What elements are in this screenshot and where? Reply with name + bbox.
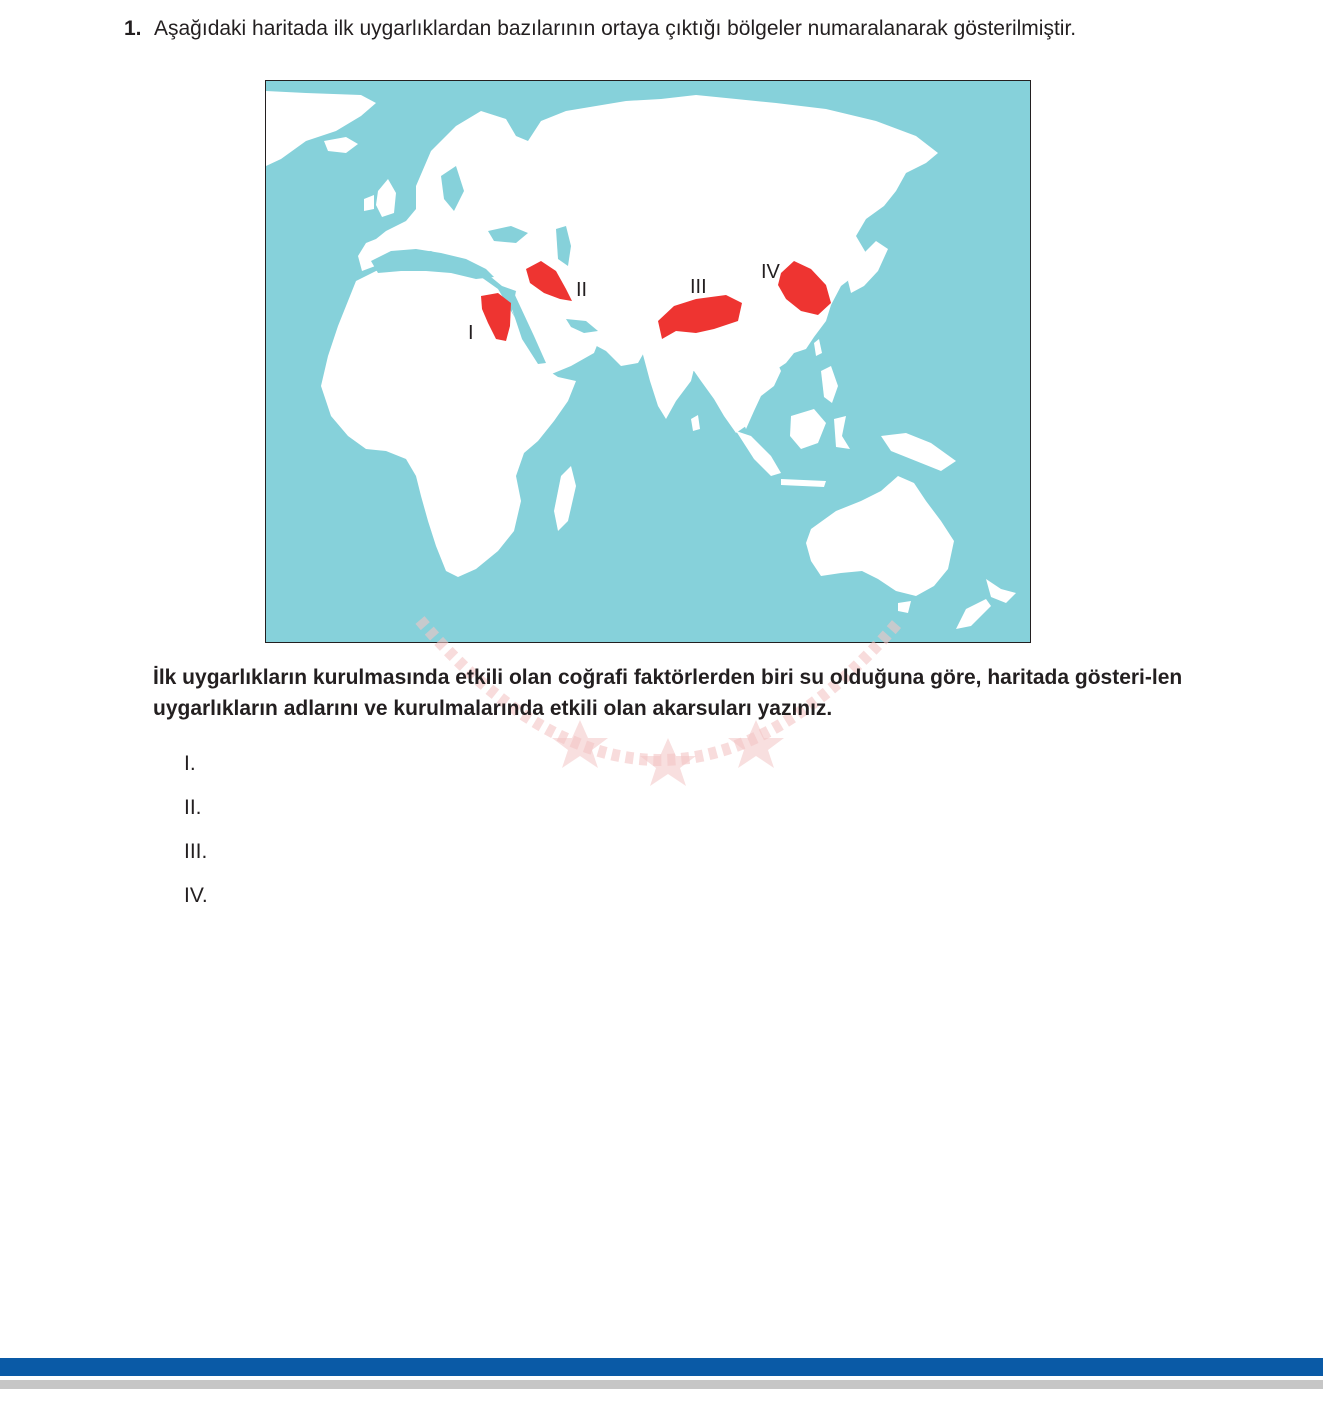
answer-label-iv: IV. — [184, 884, 208, 907]
region-label-iii: III — [690, 276, 707, 298]
footer-gray-bar — [0, 1380, 1323, 1389]
region-label-i: I — [468, 322, 474, 344]
question-prompt: İlk uygarlıkların kurulmasında etkili olan coğrafi faktörlerden biri su olduğuna göre, haritada gösteri-len uygarlıkların adlarını ve kurulmalarında etkili olan akarsuları yazınız. — [153, 666, 1183, 720]
map-svg — [266, 81, 1030, 642]
question-number: 1. — [124, 17, 142, 40]
answer-label-ii: II. — [184, 796, 202, 819]
question-text: Aşağıdaki haritada ilk uygarlıklardan bazılarının ortaya çıktığı bölgeler numaralanarak gösterilmiştir. — [154, 17, 1077, 40]
region-label-ii: II — [576, 279, 588, 301]
footer-blue-bar — [0, 1358, 1323, 1376]
answer-label-i: I. — [184, 752, 196, 775]
question-header — [124, 16, 1076, 42]
answer-label-iii: III. — [184, 840, 208, 863]
answer-list — [184, 750, 208, 926]
world-map — [265, 80, 1031, 643]
region-label-iv: IV — [761, 261, 780, 283]
